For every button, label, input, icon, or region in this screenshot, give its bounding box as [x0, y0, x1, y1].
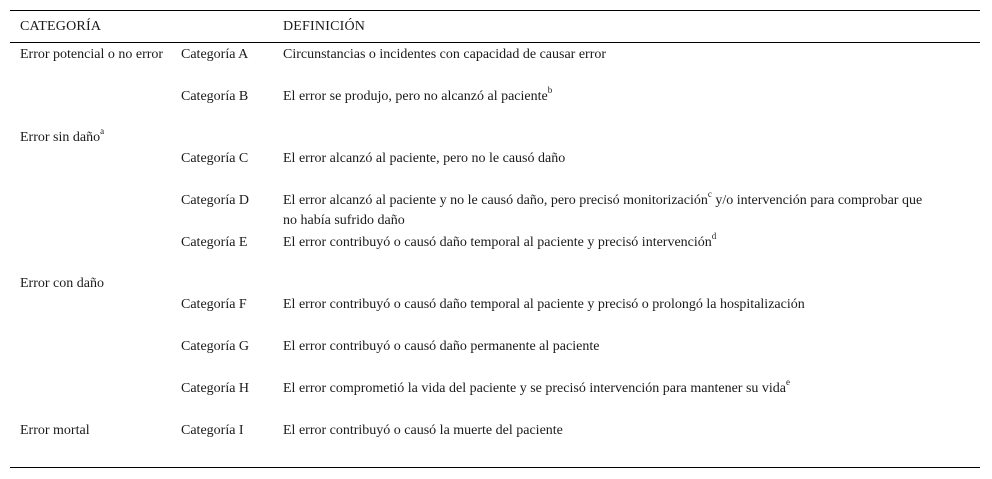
table-row: [10, 379, 980, 419]
category-label: Categoría B: [181, 89, 249, 104]
definition-text: El error contribuyó o causó daño permanente al paciente: [283, 339, 600, 354]
category-label: Categoría D: [181, 193, 250, 208]
table-row: [10, 191, 980, 231]
definition-text: Circunstancias o incidentes con capacidad de causar error: [283, 47, 607, 62]
group-label: Error mortal: [20, 423, 90, 438]
footnote-marker: c: [707, 189, 712, 200]
category-label: Categoría I: [181, 423, 244, 438]
table-row: [10, 295, 980, 335]
definition-text: El error contribuyó o causó la muerte del paciente: [283, 423, 563, 438]
definition-text: El error alcanzó al paciente y no le causó daño, pero precisó monitorización$^c$ y/o intervención para comprobar que no había sufrido daño: [283, 189, 923, 228]
table-row: [10, 45, 980, 85]
category-label: Categoría C: [181, 151, 249, 166]
table-header: [10, 11, 980, 43]
error-category-table: [10, 10, 980, 468]
category-label: Categoría F: [181, 297, 247, 312]
table-row: [10, 274, 980, 294]
definition-text: El error comprometió la vida del paciente y se precisó intervención para mantener su vida$^e$: [283, 377, 791, 396]
footnote-marker: a: [100, 126, 105, 137]
definition-text: El error se produjo, pero no alcanzó al paciente$^b$: [283, 85, 553, 104]
table-row: [10, 337, 980, 377]
table-row: [10, 87, 980, 127]
category-label: Categoría H: [181, 381, 250, 396]
footnote-marker: e: [786, 377, 791, 388]
table-row: [10, 421, 980, 461]
footnote-marker: d: [711, 231, 717, 242]
category-label: Categoría E: [181, 235, 248, 250]
table-row: [10, 128, 980, 148]
table-row: [10, 149, 980, 189]
group-label: Error con daño: [20, 276, 104, 291]
header-definition: DEFINICIÓN: [283, 19, 366, 34]
definition-text: El error alcanzó al paciente, pero no le causó daño: [283, 151, 566, 166]
category-label: Categoría A: [181, 47, 249, 62]
group-label: Error sin daño$^a$: [20, 126, 105, 145]
definition-text: El error contribuyó o causó daño temporal al paciente y precisó intervención$^d$: [283, 231, 717, 250]
category-label: Categoría G: [181, 339, 250, 354]
table-row: [10, 233, 980, 273]
table-body: [10, 43, 980, 467]
group-label: Error potencial o no error: [20, 47, 164, 62]
definition-text: El error contribuyó o causó daño temporal al paciente y precisó o prolongó la hospitalización: [283, 297, 805, 312]
footnote-marker: b: [547, 85, 553, 96]
header-category: CATEGORÍA: [20, 19, 102, 34]
